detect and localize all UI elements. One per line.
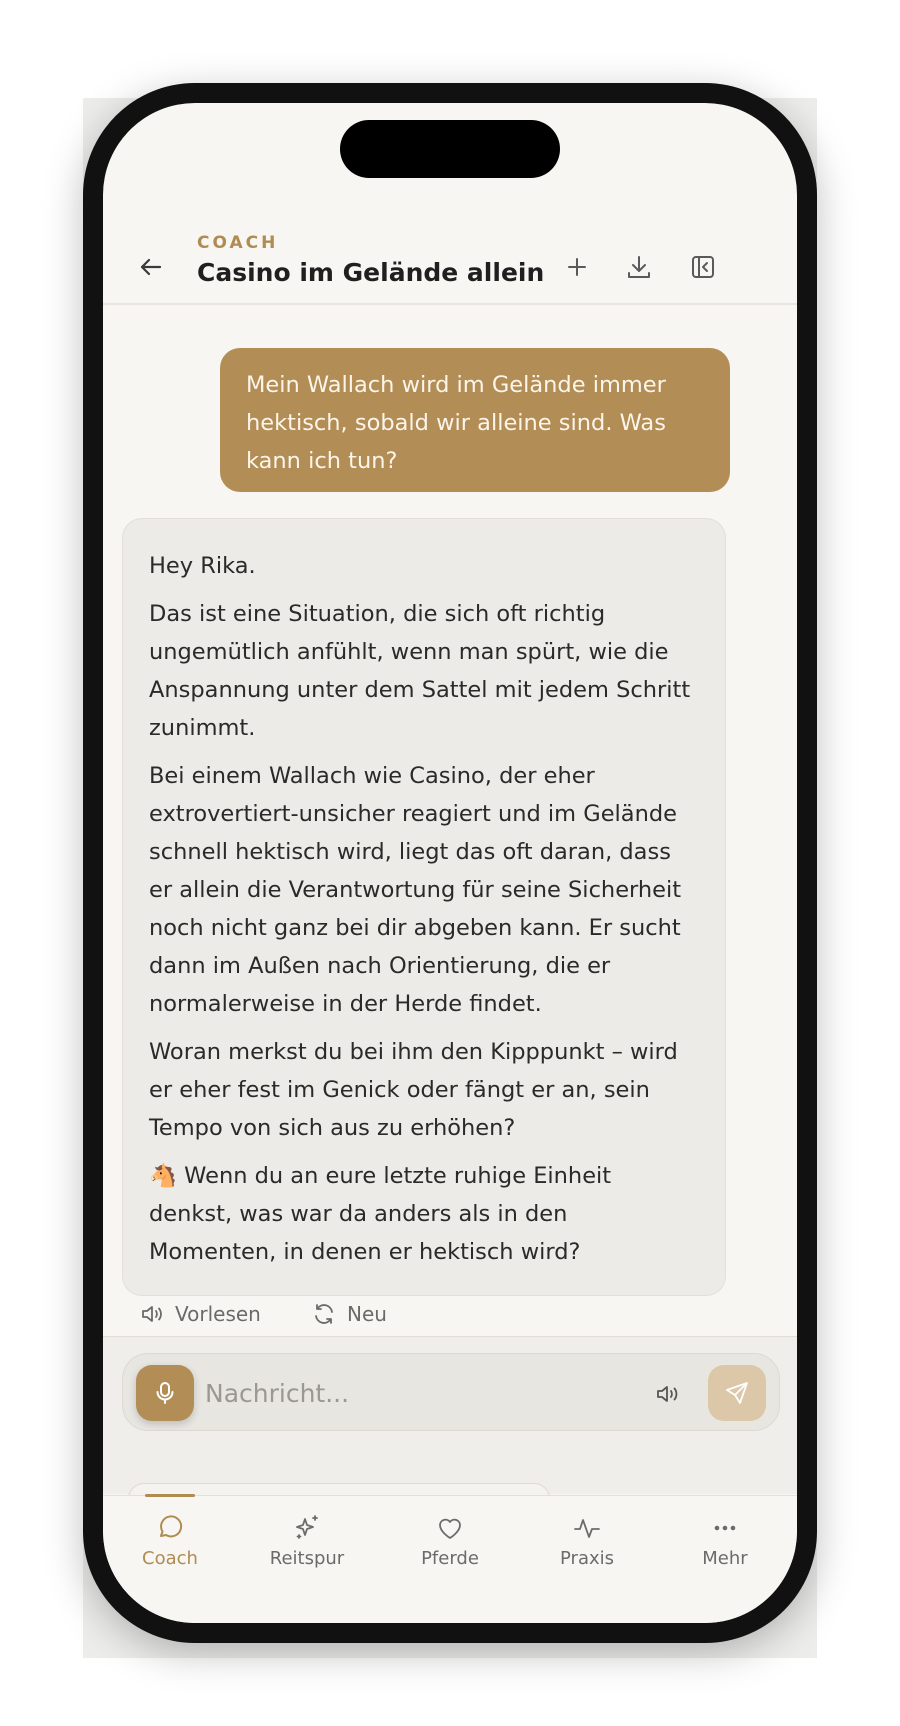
assistant-paragraph: Das ist eine Situation, die sich oft richtig ungemütlich anfühlt, wenn man spürt, wie die Anspannung unter dem Sattel mit jedem Schritt zunimmt. bbox=[149, 601, 691, 741]
assistant-paragraph: Woran merkst du bei ihm den Kipppunkt – wird er eher fest im Genick oder fängt er an, sein Tempo von sich aus zu erhöhen? bbox=[149, 1039, 678, 1141]
new-chat-button[interactable] bbox=[559, 249, 595, 285]
tab-reitspur[interactable] bbox=[247, 1496, 367, 1586]
phone-frame bbox=[83, 83, 817, 1643]
message-input[interactable] bbox=[203, 1368, 627, 1418]
download-icon bbox=[621, 249, 657, 285]
mic-button[interactable] bbox=[136, 1365, 194, 1421]
regenerate-label: Neu bbox=[347, 1302, 387, 1326]
user-message: Mein Wallach wird im Gelände immer hektisch, sobald wir alleine sind. Was kann ich tun? bbox=[220, 348, 730, 492]
sparkles-icon bbox=[291, 1512, 323, 1544]
tab-praxis[interactable] bbox=[527, 1496, 647, 1586]
composer bbox=[122, 1353, 780, 1431]
tab-pferde[interactable] bbox=[390, 1496, 510, 1586]
assistant-paragraph: Hey Rika. bbox=[149, 553, 256, 579]
refresh-icon bbox=[311, 1301, 337, 1327]
read-aloud-label: Vorlesen bbox=[175, 1302, 261, 1326]
tab-label: Praxis bbox=[560, 1548, 614, 1569]
chat-header bbox=[103, 221, 797, 305]
plus-icon bbox=[559, 249, 595, 285]
voice-output-toggle[interactable] bbox=[654, 1380, 682, 1408]
download-button[interactable] bbox=[621, 249, 657, 285]
header-kicker: COACH bbox=[197, 233, 279, 253]
send-button[interactable] bbox=[708, 1365, 766, 1421]
app-screen bbox=[103, 103, 797, 1623]
regenerate-button[interactable] bbox=[311, 1301, 387, 1327]
panel-collapse-icon bbox=[685, 249, 721, 285]
more-dots-icon bbox=[709, 1512, 741, 1544]
back-button[interactable] bbox=[133, 249, 169, 285]
assistant-message bbox=[122, 518, 726, 1296]
assistant-paragraph: Bei einem Wallach wie Casino, der eher extrovertiert-unsicher reagiert und im Gelände schnell hektisch wird, liegt das oft daran, dass er allein die Verantwortung für seine Sicherheit noch nicht ganz bei dir abgeben kann. Er sucht dann im Außen nach Orientierung, die er normalerweise in der Herde findet. bbox=[149, 763, 682, 1017]
composer-area bbox=[103, 1336, 797, 1494]
tab-label: Coach bbox=[142, 1548, 198, 1569]
active-tab-indicator bbox=[145, 1494, 195, 1497]
tab-label: Pferde bbox=[421, 1548, 479, 1569]
heart-icon bbox=[434, 1512, 466, 1544]
speaker-icon bbox=[654, 1380, 682, 1408]
speaker-icon bbox=[139, 1301, 165, 1327]
page-title: Casino im Gelände allein bbox=[197, 258, 545, 287]
chat-bubble-icon bbox=[154, 1512, 186, 1544]
read-aloud-button[interactable] bbox=[139, 1301, 261, 1327]
tab-label: Reitspur bbox=[269, 1548, 345, 1569]
tab-mehr[interactable] bbox=[665, 1496, 785, 1586]
arrow-left-icon bbox=[133, 249, 169, 285]
microphone-icon bbox=[151, 1379, 179, 1407]
dynamic-island bbox=[340, 120, 560, 178]
tab-label: Mehr bbox=[702, 1548, 748, 1569]
tab-coach[interactable] bbox=[110, 1496, 230, 1586]
activity-icon bbox=[571, 1512, 603, 1544]
assistant-paragraph: 🐴 Wenn du an eure letzte ruhige Einheit denkst, was war da anders als in den Momenten, in denen er hektisch wird? bbox=[149, 1163, 612, 1265]
send-icon bbox=[723, 1379, 751, 1407]
tab-bar bbox=[103, 1495, 797, 1623]
sidebar-toggle-button[interactable] bbox=[685, 249, 721, 285]
